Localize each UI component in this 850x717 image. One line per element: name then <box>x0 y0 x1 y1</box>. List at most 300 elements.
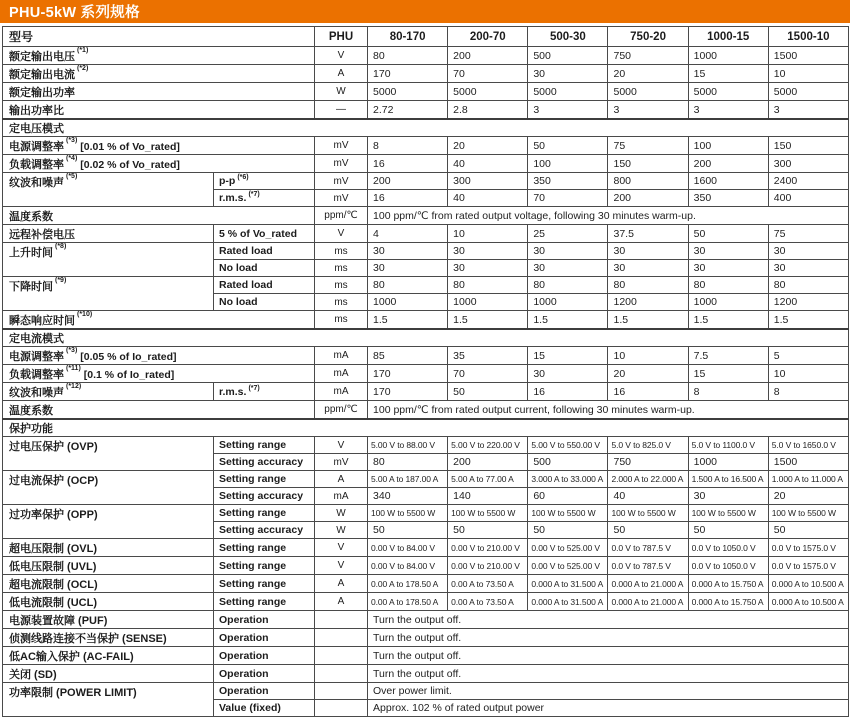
value-cell: 200 <box>688 155 768 173</box>
table-row <box>3 137 849 155</box>
value-cell: 5000 <box>608 83 688 101</box>
unit-cell: W <box>315 505 368 522</box>
value-cell: 800 <box>608 173 688 190</box>
value-cell: 80 <box>448 277 528 294</box>
value-cell: 0.00 V to 210.00 V <box>448 539 528 557</box>
row-label-note: [0.01 % of Vo_rated] <box>80 141 180 153</box>
value-cell: 15 <box>688 365 768 383</box>
row-label-text: 瞬态响应时间 <box>9 315 75 327</box>
value-cell: 750 <box>608 454 688 471</box>
value-cell: 200 <box>448 454 528 471</box>
row-label-text: 低AC输入保护 (AC-FAIL) <box>9 651 134 663</box>
value-cell: 100 <box>688 137 768 155</box>
unit-cell: mV <box>315 155 368 173</box>
section-row <box>3 419 849 437</box>
footnote-marker: (*7) <box>248 191 260 198</box>
value-cell: 70 <box>448 65 528 83</box>
unit-cell: mV <box>315 454 368 471</box>
table-row <box>3 647 849 665</box>
row-sublabel <box>214 665 315 683</box>
value-cell: 0.00 A to 73.50 A <box>448 593 528 611</box>
spanned-value-cell: Turn the output off. <box>368 665 849 683</box>
row-label <box>3 311 315 330</box>
value-cell: 30 <box>688 488 768 505</box>
row-label-text: 输出功率比 <box>9 105 64 117</box>
row-label <box>3 365 315 383</box>
value-cell: 30 <box>688 243 768 260</box>
row-sublabel <box>214 471 315 488</box>
unit-cell: — <box>315 101 368 120</box>
row-label-text: 温度系数 <box>9 405 53 417</box>
value-cell: 400 <box>768 190 848 207</box>
value-cell: 1000 <box>448 294 528 311</box>
table-row <box>3 611 849 629</box>
row-sublabel <box>214 522 315 539</box>
value-cell: 1500 <box>768 454 848 471</box>
value-cell: 10 <box>768 365 848 383</box>
model-header-cell: 型号 <box>3 27 315 47</box>
row-label <box>3 665 214 683</box>
row-label-text: 低电压限制 (UVL) <box>9 561 97 573</box>
value-cell: 50 <box>768 522 848 539</box>
row-sublabel-text: Setting range <box>219 507 287 519</box>
value-cell: 8 <box>768 383 848 401</box>
value-cell: 0.000 A to 15.750 A <box>688 575 768 593</box>
row-sublabel-text: Operation <box>219 685 269 697</box>
value-cell: 5.00 V to 220.00 V <box>448 437 528 454</box>
value-cell: 3 <box>688 101 768 120</box>
value-cell: 80 <box>608 277 688 294</box>
value-cell: 1.000 A to 11.000 A <box>768 471 848 488</box>
unit-cell: mV <box>315 137 368 155</box>
value-cell: 1200 <box>768 294 848 311</box>
value-cell: 0.0 V to 1575.0 V <box>768 539 848 557</box>
footnote-marker: (*10) <box>77 311 93 318</box>
value-cell: 340 <box>368 488 448 505</box>
value-cell: 15 <box>688 65 768 83</box>
row-sublabel <box>214 700 315 717</box>
row-sublabel <box>214 557 315 575</box>
value-cell: 350 <box>528 173 608 190</box>
row-label <box>3 277 214 311</box>
row-sublabel <box>214 629 315 647</box>
value-cell: 16 <box>608 383 688 401</box>
row-label <box>3 47 315 65</box>
footnote-marker: (*7) <box>248 384 260 392</box>
spec-table-header <box>3 27 849 47</box>
row-label-text: 负载调整率 <box>9 369 64 381</box>
row-sublabel <box>214 437 315 454</box>
value-cell: 200 <box>368 173 448 190</box>
value-cell: 10 <box>448 225 528 243</box>
row-sublabel-text: Setting accuracy <box>219 456 304 468</box>
row-sublabel-text: Setting range <box>219 473 287 485</box>
row-sublabel <box>214 505 315 522</box>
value-cell: 300 <box>768 155 848 173</box>
table-row <box>3 629 849 647</box>
value-cell: 1.5 <box>768 311 848 330</box>
value-cell: 0.00 A to 73.50 A <box>448 575 528 593</box>
row-label-text: 低电流限制 (UCL) <box>9 597 97 609</box>
model-column-header: 1000-15 <box>688 27 768 47</box>
row-label-text: 额定输出功率 <box>9 87 75 99</box>
unit-cell: V <box>315 539 368 557</box>
value-cell: 5.00 V to 550.00 V <box>528 437 608 454</box>
table-row <box>3 539 849 557</box>
row-label-text: 过电流保护 (OCP) <box>9 475 99 487</box>
value-cell: 0.0 V to 787.5 V <box>608 539 688 557</box>
row-sublabel <box>214 243 315 260</box>
row-label-text: 纹波和噪声 <box>9 177 64 189</box>
value-cell: 0.000 A to 10.500 A <box>768 593 848 611</box>
value-cell: 5000 <box>768 83 848 101</box>
row-label-text: 功率限制 (POWER LIMIT) <box>9 687 137 699</box>
footnote-marker: (*3) <box>66 347 78 354</box>
row-label <box>3 611 214 629</box>
table-row <box>3 401 849 420</box>
row-label-text: 温度系数 <box>9 211 53 223</box>
value-cell: 300 <box>448 173 528 190</box>
value-cell: 20 <box>608 365 688 383</box>
value-cell: 0.00 V to 210.00 V <box>448 557 528 575</box>
row-sublabel-text: r.m.s. <box>219 385 247 398</box>
table-row <box>3 347 849 365</box>
value-cell: 1.5 <box>608 311 688 330</box>
value-cell: 350 <box>688 190 768 207</box>
row-sublabel-text: Setting range <box>219 541 287 554</box>
unit-cell: W <box>315 83 368 101</box>
table-row <box>3 83 849 101</box>
value-cell: 0.00 A to 178.50 A <box>368 575 448 593</box>
row-label <box>3 593 214 611</box>
model-column-header: 200-70 <box>448 27 528 47</box>
value-cell: 0.000 A to 21.000 A <box>608 593 688 611</box>
series-title-bar <box>0 0 850 23</box>
row-sublabel <box>214 383 315 401</box>
table-row <box>3 383 849 401</box>
value-cell: 3.000 A to 33.000 A <box>528 471 608 488</box>
unit-cell: ppm/℃ <box>315 207 368 225</box>
value-cell: 50 <box>528 137 608 155</box>
row-sublabel <box>214 225 315 243</box>
value-cell: 80 <box>768 277 848 294</box>
unit-cell: A <box>315 65 368 83</box>
spanned-value-cell: Over power limit. <box>368 683 849 700</box>
footnote-marker: (*8) <box>55 243 67 250</box>
row-sublabel-text: Rated load <box>219 279 273 291</box>
row-sublabel-text: Setting accuracy <box>219 490 304 502</box>
value-cell: 0.00 V to 84.00 V <box>368 539 448 557</box>
footnote-marker: (*11) <box>66 365 81 372</box>
value-cell: 50 <box>608 522 688 539</box>
row-sublabel-text: Operation <box>219 667 269 680</box>
section-row <box>3 119 849 137</box>
row-label-text: 电源调整率 <box>9 351 64 363</box>
value-cell: 100 W to 5500 W <box>608 505 688 522</box>
value-cell: 50 <box>448 522 528 539</box>
row-label-note: [0.1 % of Io_rated] <box>83 369 175 381</box>
row-sublabel <box>214 647 315 665</box>
unit-header-cell: PHU <box>315 27 368 47</box>
spec-table-body <box>3 47 849 717</box>
row-label <box>3 137 315 155</box>
value-cell: 0.00 V to 525.00 V <box>528 557 608 575</box>
row-sublabel <box>214 294 315 311</box>
row-label <box>3 629 214 647</box>
value-cell: 50 <box>688 225 768 243</box>
value-cell: 80 <box>368 277 448 294</box>
row-label-text: 额定输出电流 <box>9 69 75 81</box>
value-cell: 85 <box>368 347 448 365</box>
spec-table <box>2 26 849 717</box>
row-sublabel-text: Operation <box>219 613 269 626</box>
value-cell: 3 <box>768 101 848 120</box>
table-row <box>3 65 849 83</box>
value-cell: 16 <box>368 155 448 173</box>
unit-cell <box>315 683 368 700</box>
value-cell: 20 <box>768 488 848 505</box>
value-cell: 20 <box>608 65 688 83</box>
value-cell: 40 <box>448 190 528 207</box>
row-sublabel-text: p-p <box>219 175 236 187</box>
value-cell: 30 <box>528 65 608 83</box>
row-label <box>3 557 214 575</box>
row-sublabel <box>214 190 315 207</box>
value-cell: 8 <box>368 137 448 155</box>
value-cell: 37.5 <box>608 225 688 243</box>
row-sublabel-text: 5 % of Vo_rated <box>219 227 297 240</box>
value-cell: 1.5 <box>368 311 448 330</box>
value-cell: 30 <box>768 260 848 277</box>
table-row <box>3 365 849 383</box>
row-sublabel <box>214 277 315 294</box>
value-cell: 80 <box>368 47 448 65</box>
row-label-text: 远程补偿电压 <box>9 229 75 241</box>
row-label-text: 纹波和噪声 <box>9 387 64 399</box>
table-row <box>3 471 849 488</box>
value-cell: 0.000 A to 31.500 A <box>528 575 608 593</box>
unit-cell <box>315 629 368 647</box>
value-cell: 0.000 A to 10.500 A <box>768 575 848 593</box>
value-cell: 0.0 V to 1575.0 V <box>768 557 848 575</box>
row-label <box>3 65 315 83</box>
value-cell: 1500 <box>768 47 848 65</box>
value-cell: 1.5 <box>448 311 528 330</box>
value-cell: 750 <box>608 47 688 65</box>
value-cell: 5.0 V to 825.0 V <box>608 437 688 454</box>
value-cell: 75 <box>768 225 848 243</box>
row-label-text: 额定输出电压 <box>9 51 75 63</box>
table-row <box>3 311 849 330</box>
value-cell: 0.00 V to 84.00 V <box>368 557 448 575</box>
value-cell: 4 <box>368 225 448 243</box>
footnote-marker: (*3) <box>66 137 78 144</box>
row-sublabel-text: Setting range <box>219 577 287 590</box>
value-cell: 75 <box>608 137 688 155</box>
value-cell: 1000 <box>688 294 768 311</box>
row-sublabel <box>214 539 315 557</box>
value-cell: 150 <box>768 137 848 155</box>
value-cell: 30 <box>688 260 768 277</box>
value-cell: 15 <box>528 347 608 365</box>
unit-cell: V <box>315 557 368 575</box>
spanned-value-cell: 100 ppm/℃ from rated output voltage, following 30 minutes warm-up. <box>368 207 849 225</box>
value-cell: 30 <box>448 260 528 277</box>
value-cell: 30 <box>608 260 688 277</box>
table-row <box>3 155 849 173</box>
value-cell: 30 <box>768 243 848 260</box>
value-cell: 170 <box>368 365 448 383</box>
value-cell: 30 <box>608 243 688 260</box>
value-cell: 1000 <box>368 294 448 311</box>
row-label-text: 侦测线路连接不当保护 (SENSE) <box>9 633 167 645</box>
value-cell: 100 W to 5500 W <box>688 505 768 522</box>
value-cell: 70 <box>528 190 608 207</box>
value-cell: 60 <box>528 488 608 505</box>
table-row <box>3 557 849 575</box>
row-sublabel <box>214 260 315 277</box>
value-cell: 40 <box>608 488 688 505</box>
value-cell: 10 <box>768 65 848 83</box>
row-sublabel-text: No load <box>219 296 258 308</box>
value-cell: 80 <box>528 277 608 294</box>
table-row <box>3 47 849 65</box>
table-row <box>3 437 849 454</box>
table-row <box>3 101 849 120</box>
series-title: PHU-5kW 系列规格 <box>9 5 140 21</box>
value-cell: 100 W to 5500 W <box>368 505 448 522</box>
row-label <box>3 207 315 225</box>
value-cell: 50 <box>688 522 768 539</box>
row-label-text: 负载调整率 <box>9 159 64 171</box>
value-cell: 500 <box>528 47 608 65</box>
value-cell: 5.00 A to 187.00 A <box>368 471 448 488</box>
footnote-marker: (*9) <box>55 277 67 284</box>
value-cell: 500 <box>528 454 608 471</box>
row-label-text: 超电流限制 (OCL) <box>9 579 98 591</box>
value-cell: 5 <box>768 347 848 365</box>
spanned-value-cell: Turn the output off. <box>368 647 849 665</box>
value-cell: 5.00 A to 77.00 A <box>448 471 528 488</box>
value-cell: 0.00 A to 178.50 A <box>368 593 448 611</box>
spanned-value-cell: Approx. 102 % of rated output power <box>368 700 849 717</box>
value-cell: 5000 <box>688 83 768 101</box>
footnote-marker: (*12) <box>66 383 82 390</box>
row-sublabel <box>214 173 315 190</box>
value-cell: 25 <box>528 225 608 243</box>
unit-cell <box>315 647 368 665</box>
value-cell: 80 <box>688 277 768 294</box>
value-cell: 3 <box>608 101 688 120</box>
table-row <box>3 173 849 190</box>
model-column-header: 750-20 <box>608 27 688 47</box>
table-row <box>3 665 849 683</box>
row-sublabel-text: No load <box>219 262 258 274</box>
footnote-marker: (*5) <box>66 173 78 180</box>
row-label-text: 上升时间 <box>9 247 53 259</box>
table-row <box>3 225 849 243</box>
unit-cell: ms <box>315 243 368 260</box>
row-label <box>3 683 214 717</box>
row-label <box>3 647 214 665</box>
table-row <box>3 593 849 611</box>
table-row <box>3 575 849 593</box>
row-label <box>3 471 214 505</box>
row-sublabel-text: Operation <box>219 649 269 662</box>
row-sublabel <box>214 575 315 593</box>
value-cell: 70 <box>448 365 528 383</box>
unit-cell: V <box>315 225 368 243</box>
value-cell: 0.0 V to 787.5 V <box>608 557 688 575</box>
row-sublabel-text: Setting range <box>219 595 287 608</box>
value-cell: 30 <box>368 243 448 260</box>
value-cell: 30 <box>528 365 608 383</box>
unit-cell: W <box>315 522 368 539</box>
value-cell: 0.0 V to 1050.0 V <box>688 539 768 557</box>
value-cell: 0.0 V to 1050.0 V <box>688 557 768 575</box>
value-cell: 50 <box>368 522 448 539</box>
row-label-text: 超电压限制 (OVL) <box>9 543 97 555</box>
row-label <box>3 383 214 401</box>
value-cell: 2.8 <box>448 101 528 120</box>
table-row <box>3 277 849 294</box>
unit-cell: mA <box>315 347 368 365</box>
row-sublabel <box>214 611 315 629</box>
row-sublabel-text: Setting range <box>219 559 287 572</box>
row-label <box>3 243 214 277</box>
row-label-text: 关闭 (SD) <box>9 669 57 681</box>
unit-cell: mA <box>315 383 368 401</box>
table-row <box>3 207 849 225</box>
row-label <box>3 173 214 207</box>
value-cell: 0.00 V to 525.00 V <box>528 539 608 557</box>
row-label <box>3 347 315 365</box>
value-cell: 30 <box>448 243 528 260</box>
value-cell: 5000 <box>528 83 608 101</box>
value-cell: 150 <box>608 155 688 173</box>
table-row <box>3 683 849 700</box>
value-cell: 0.000 A to 15.750 A <box>688 593 768 611</box>
row-label <box>3 155 315 173</box>
value-cell: 1000 <box>688 454 768 471</box>
section-title: 定电流模式 <box>3 329 849 347</box>
unit-cell: ppm/℃ <box>315 401 368 420</box>
value-cell: 0.000 A to 21.000 A <box>608 575 688 593</box>
value-cell: 1.500 A to 16.500 A <box>688 471 768 488</box>
value-cell: 35 <box>448 347 528 365</box>
value-cell: 140 <box>448 488 528 505</box>
section-row <box>3 329 849 347</box>
row-label-text: 电源装置故障 (PUF) <box>9 615 108 627</box>
model-column-header: 80-170 <box>368 27 448 47</box>
value-cell: 30 <box>368 260 448 277</box>
row-sublabel <box>214 454 315 471</box>
row-label <box>3 83 315 101</box>
value-cell: 100 W to 5500 W <box>448 505 528 522</box>
unit-cell: V <box>315 437 368 454</box>
value-cell: 16 <box>528 383 608 401</box>
value-cell: 100 W to 5500 W <box>768 505 848 522</box>
row-sublabel-text: Operation <box>219 631 269 644</box>
value-cell: 3 <box>528 101 608 120</box>
footnote-marker: (*2) <box>77 65 89 72</box>
value-cell: 1.5 <box>688 311 768 330</box>
value-cell: 30 <box>528 260 608 277</box>
value-cell: 100 W to 5500 W <box>528 505 608 522</box>
unit-cell <box>315 700 368 717</box>
unit-cell: mV <box>315 173 368 190</box>
row-sublabel-text: Rated load <box>219 245 273 257</box>
